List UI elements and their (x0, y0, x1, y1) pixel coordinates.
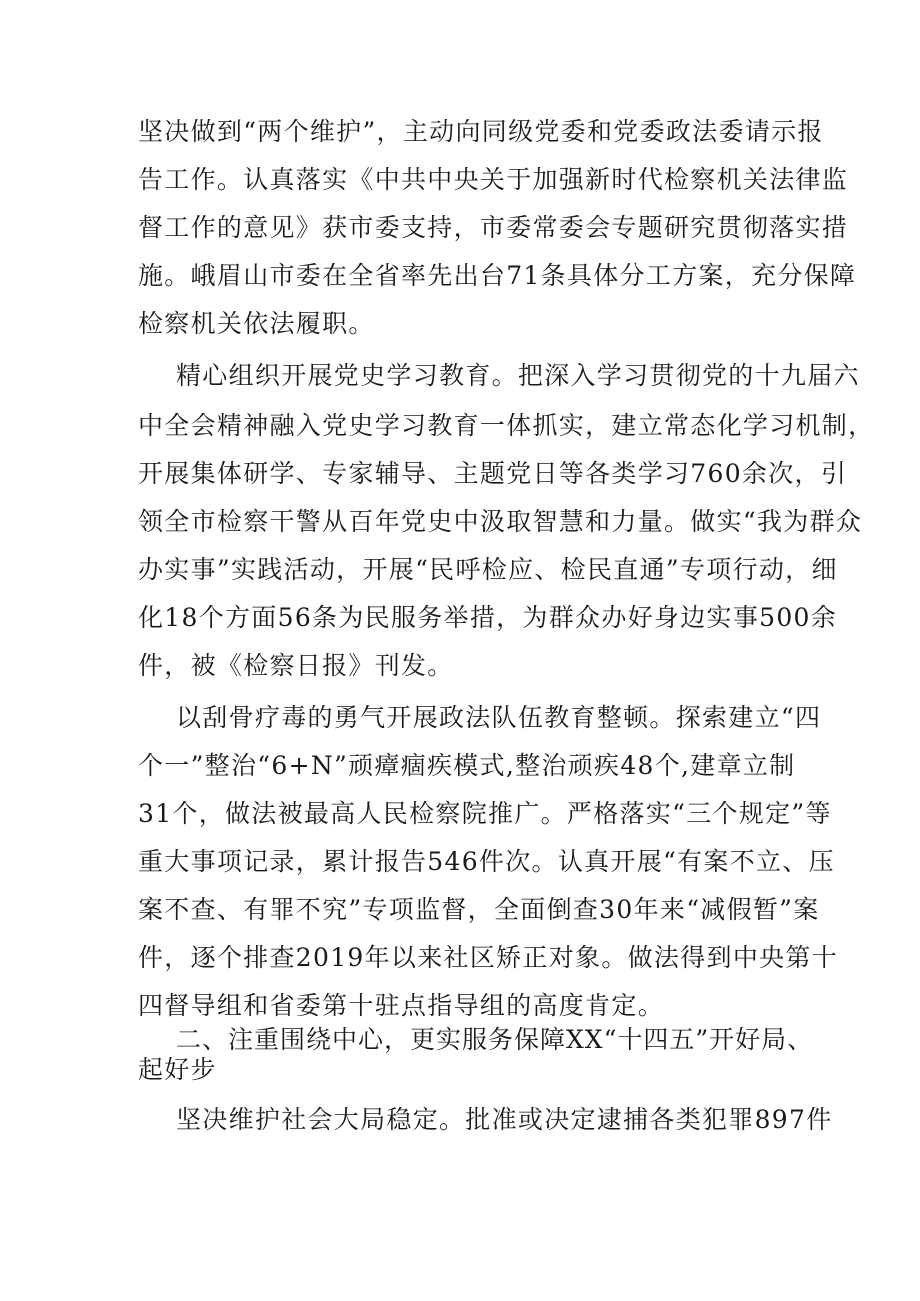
paragraph-line: 精心组织开展党史学习教育。把深入学习贯彻党的十九届六 (176, 361, 860, 390)
section-heading-line: 起好步 (138, 1055, 217, 1084)
section-heading-line: 二、注重围绕中心，更实服务保障XX“十四五”开好局、 (176, 1025, 814, 1054)
paragraph-line: 告工作。认真落实《中共中央关于加强新时代检察机关法律监 (138, 165, 849, 194)
paragraph-line: 开展集体研学、专家辅导、主题党日等各类学习760余次，引 (138, 459, 848, 488)
paragraph-line: 化18个方面56条为民服务举措，为群众办好身边实事500余 (138, 603, 838, 632)
paragraph-line: 31个，做法被最高人民检察院推广。严格落实“三个规定”等 (138, 799, 832, 828)
paragraph-line: 件，逐个排查2019年以来社区矫正对象。做法得到中央第十 (138, 943, 839, 972)
paragraph-line: 中全会精神融入党史学习教育一体抓实，建立常态化学习机制， (138, 411, 875, 440)
paragraph-line: 督工作的意见》获市委支持，市委常委会专题研究贯彻落实措 (138, 213, 849, 242)
paragraph-line: 个一”整治“6+N”顽瘴痼疾模式,整治顽疾48个,建章立制 (138, 751, 796, 780)
paragraph-line: 重大事项记录，累计报告546件次。认真开展“有案不立、压 (138, 847, 835, 876)
paragraph-line: 施。峨眉山市委在全省率先出台71条具体分工方案，充分保障 (138, 261, 857, 290)
paragraph-line: 坚决做到“两个维护”，主动向同级党委和党委政法委请示报 (138, 117, 824, 146)
paragraph-line: 检察机关依法履职。 (138, 309, 375, 338)
paragraph-line: 以刮骨疗毒的勇气开展政法队伍教育整顿。探索建立“四 (176, 703, 822, 732)
paragraph-line: 案不查、有罪不究”专项监督，全面倒查30年来“减假暂”案 (138, 895, 820, 924)
paragraph-line: 坚决维护社会大局稳定。批准或决定逮捕各类犯罪897件 (176, 1105, 833, 1134)
paragraph-line: 四督导组和省委第十驻点指导组的高度肯定。 (138, 991, 665, 1020)
paragraph-line: 领全市检察干警从百年党史中汲取智慧和力量。做实“我为群众 (138, 507, 863, 536)
paragraph-line: 件，被《检察日报》刊发。 (138, 651, 454, 680)
paragraph-line: 办实事”实践活动，开展“民呼检应、检民直通”专项行动，细 (138, 555, 838, 584)
